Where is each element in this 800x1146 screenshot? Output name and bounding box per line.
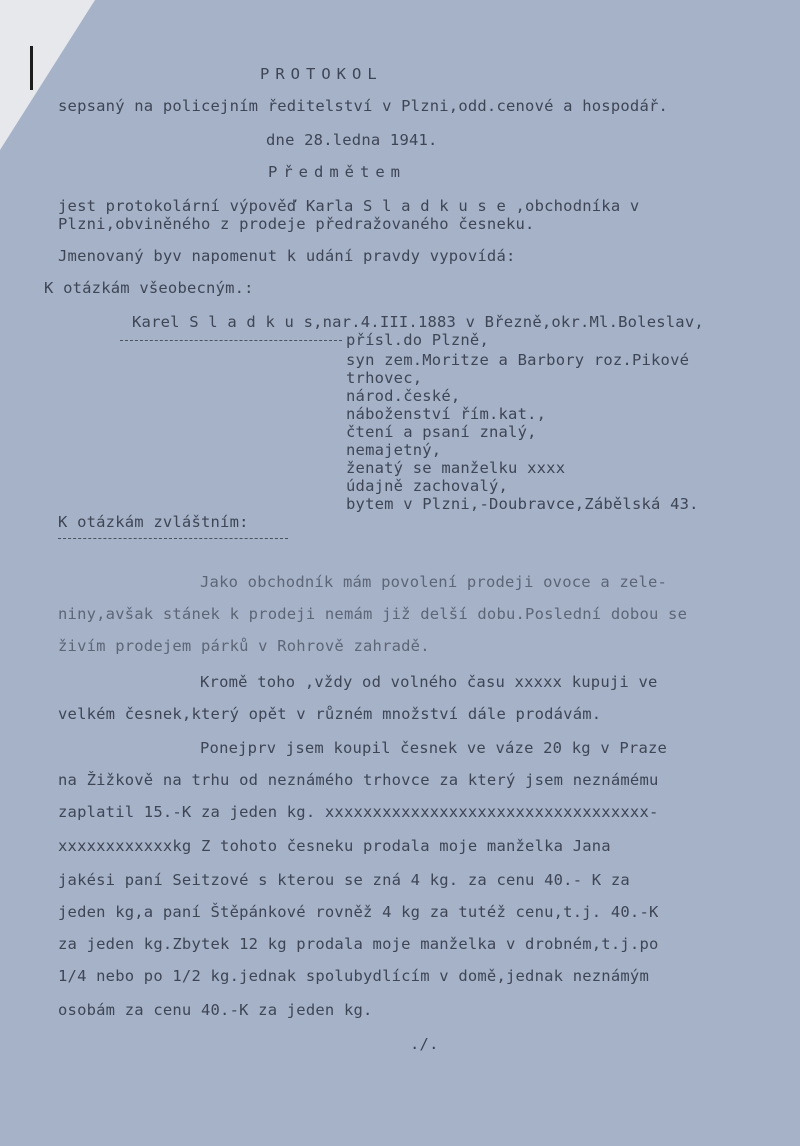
body-line: živím prodejem párků v Rohrově zahradě. <box>58 637 430 655</box>
person-detail: přísl.do Plzně, <box>346 331 489 349</box>
person-detail: trhovec, <box>346 369 423 387</box>
document-date: dne 28.ledna 1941. <box>266 131 438 149</box>
person-detail: čtení a psaní znalý, <box>346 423 537 441</box>
intro-line: jest protokolární výpověď Karla S l a d k u s e ,obchodníka v <box>58 197 640 215</box>
intro-line: Plzni,obviněného z prodeje předražovaného česneku. <box>58 215 535 233</box>
body-line: na Žižkově na trhu od neznámého trhovce za který jsem neznámému <box>58 771 659 789</box>
body-line: jakési paní Seitzové s kterou se zná 4 kg. za cenu 40.- K za <box>58 871 630 889</box>
person-detail: náboženství řím.kat., <box>346 405 547 423</box>
body-line: 1/4 nebo po 1/2 kg.jednak spolubydlícím v domě,jednak neznámým <box>58 967 649 985</box>
body-line: za jeden kg.Zbytek 12 kg prodala moje manželka v drobném,t.j.po <box>58 935 659 953</box>
margin-mark <box>30 46 33 90</box>
body-line: Kromě toho ,vždy od volného času xxxxx kupuji ve <box>200 673 658 691</box>
person-line: Karel S l a d k u s,nar.4.III.1883 v Březně,okr.Ml.Boleslav, <box>132 313 704 331</box>
underline <box>120 340 342 341</box>
body-line: jeden kg,a paní Štěpánkové rovněž 4 kg za tutéž cenu,t.j. 40.-K <box>58 903 659 921</box>
person-detail: národ.české, <box>346 387 461 405</box>
person-detail: bytem v Plzni,-Doubravce,Zábělská 43. <box>346 495 699 513</box>
folded-corner <box>0 0 95 150</box>
person-detail: ženatý se manželku xxxx <box>346 459 566 477</box>
person-detail: údajně zachovalý, <box>346 477 509 495</box>
body-line: zaplatil 15.-K za jeden kg. xxxxxxxxxxxxxxxxxxxxxxxxxxxxxxxxxx- <box>58 803 659 821</box>
person-detail: nemajetný, <box>346 441 442 459</box>
body-line: osobám za cenu 40.-K za jeden kg. <box>58 1001 373 1019</box>
body-line: Jako obchodník mám povolení prodeji ovoce a zele- <box>200 573 668 591</box>
body-line: xxxxxxxxxxxxkg Z tohoto česneku prodala moje manželka Jana <box>58 837 611 855</box>
body-line: velkém česnek,který opět v různém množství dále prodávám. <box>58 705 602 723</box>
body-line: Ponejprv jsem koupil česnek ve váze 20 kg v Praze <box>200 739 668 757</box>
intro-line: Jmenovaný byv napomenut k udání pravdy vypovídá: <box>58 247 516 265</box>
header-line: sepsaný na policejním ředitelství v Plzni,odd.cenové a hospodář. <box>58 97 669 115</box>
person-detail: syn zem.Moritze a Barbory roz.Pikové <box>346 351 690 369</box>
page-continuation-mark: ./. <box>410 1035 439 1053</box>
underline <box>58 538 288 539</box>
document-title: PROTOKOL <box>260 65 383 83</box>
body-line: niny,avšak stánek k prodeji nemám již delší dobu.Poslední dobou se <box>58 605 688 623</box>
subject-heading: Předmětem <box>268 163 406 181</box>
special-heading: K otázkám zvláštním: <box>58 513 249 531</box>
general-heading: K otázkám všeobecným.: <box>44 279 254 297</box>
